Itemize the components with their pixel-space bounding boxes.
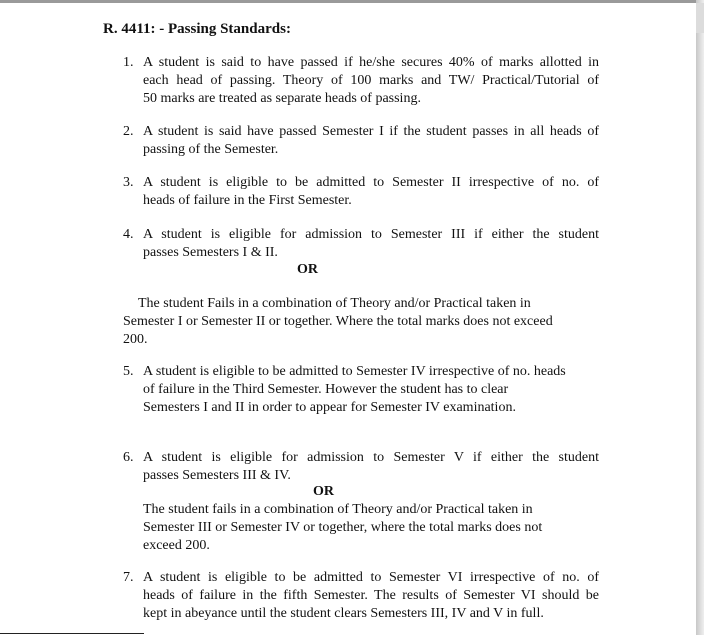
rule-number: 7. xyxy=(123,570,134,585)
or-label: OR xyxy=(297,262,318,277)
alternative-line: 200. xyxy=(123,332,148,347)
rule-line: passing of the Semester. xyxy=(143,142,279,157)
rule-number: 6. xyxy=(123,450,134,465)
right-scroll-edge xyxy=(696,0,704,635)
rule-number: 2. xyxy=(123,124,134,139)
rule-line: kept in abeyance until the student clears Semesters III, IV and V in full. xyxy=(143,606,544,621)
rule-line: each head of passing. Theory of 100 marks and TW/ Practical/Tutorial of xyxy=(143,73,599,88)
rule-line: 50 marks are treated as separate heads of passing. xyxy=(143,91,421,106)
rule-line: of failure in the Third Semester. However the student has to clear xyxy=(143,382,509,397)
rule-line: A student is said have passed Semester I if the student passes in all heads of xyxy=(143,124,599,139)
section-heading: R. 4411: - Passing Standards: xyxy=(103,21,291,37)
rule-number: 1. xyxy=(123,55,134,70)
footnote-rule xyxy=(0,633,144,634)
rule-line: heads of failure in the fifth Semester. The results of Semester VI should be xyxy=(143,588,599,603)
rule-line: A student is eligible to be admitted to Semester IV irrespective of no. heads xyxy=(143,364,566,379)
rule-line: Semesters I and II in order to appear for Semester IV examination. xyxy=(143,400,516,415)
rule-line: heads of failure in the First Semester. xyxy=(143,193,352,208)
rule-number: 3. xyxy=(123,175,134,190)
alternative-line: Semester I or Semester II or together. Where the total marks does not exceed xyxy=(123,314,553,329)
alternative-line: Semester III or Semester IV or together, where the total marks does not xyxy=(143,520,543,535)
alternative-condition xyxy=(123,295,593,349)
alternative-line: The student Fails in a combination of Theory and/or Practical taken in xyxy=(138,296,531,311)
top-border xyxy=(0,0,704,3)
rule-line: A student is said to have passed if he/she secures 40% of marks allotted in xyxy=(143,55,599,70)
right-edge-notch xyxy=(696,3,704,33)
alternative-condition xyxy=(143,501,583,555)
rule-line: passes Semesters I & II. xyxy=(143,245,278,260)
or-label: OR xyxy=(313,484,334,499)
rule-number: 4. xyxy=(123,227,134,242)
rule-line: passes Semesters III & IV. xyxy=(143,468,291,483)
rule-line: A student is eligible for admission to Semester V if either the student xyxy=(143,450,599,465)
rule-line: A student is eligible for admission to Semester III if either the student xyxy=(143,227,599,242)
alternative-line: exceed 200. xyxy=(143,538,210,553)
rule-line: A student is eligible to be admitted to Semester II irrespective of no. of xyxy=(143,175,599,190)
rule-number: 5. xyxy=(123,364,134,379)
rule-line: A student is eligible to be admitted to Semester VI irrespective of no. of xyxy=(143,570,599,585)
alternative-line: The student fails in a combination of Theory and/or Practical taken in xyxy=(143,502,533,517)
